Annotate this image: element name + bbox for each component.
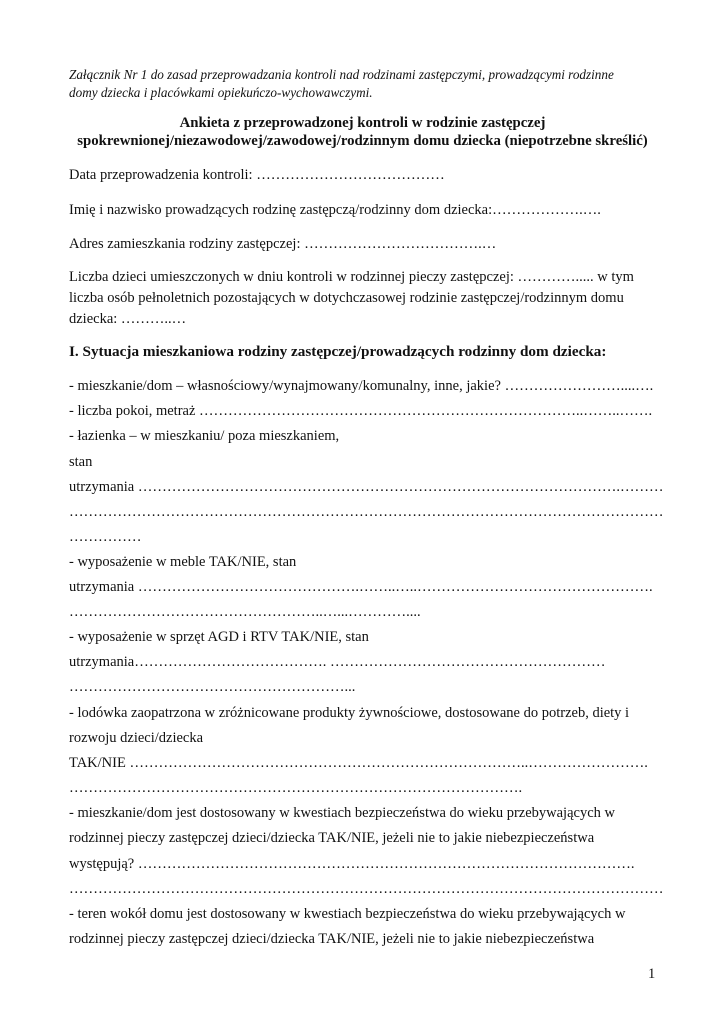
header-note-line-1: Załącznik Nr 1 do zasad przeprowadzania kontroli nad rodzinami zastępczymi, prowadzącymi rodzinne [69, 67, 614, 82]
field-children-line-1: Liczba dzieci umieszczonych w dniu kontroli w rodzinnej pieczy zastępczej: …………..... w tym [69, 269, 634, 285]
section-1-line: - łazienka – w mieszkaniu/ poza mieszkaniem, [69, 428, 340, 444]
section-1-line: - lodówka zaopatrzona w zróżnicowane produkty żywnościowe, dostosowane do potrzeb, diety i [69, 705, 630, 721]
section-1-heading: I. Sytuacja mieszkaniowa rodziny zastępczej/prowadzących rodzinny dom dziecka: [69, 343, 607, 360]
section-1-line: - mieszkanie/dom – własnościowy/wynajmowany/komunalny, inne, jakie? ……………………....…. [69, 378, 654, 394]
section-1-line: rodzinnej pieczy zastępczej dzieci/dziecka TAK/NIE, jeżeli nie to jakie niebezpieczeństwa [69, 830, 595, 846]
header-note-line-2: domy dziecka i placówkami opiekuńczo-wychowawczymi. [69, 85, 373, 100]
section-1-line: …………………………………………………………………………………………………………… [69, 881, 664, 897]
section-1-line: - wyposażenie w meble TAK/NIE, stan [69, 554, 297, 570]
field-children-line-3: dziecka: ………..… [69, 311, 187, 327]
section-1-line: ……………………………………………..…...………….... [69, 604, 421, 620]
section-1-line: - teren wokół domu jest dostosowany w kwestiach bezpieczeństwa do wieku przebywających w [69, 906, 626, 922]
page-number: 1 [648, 966, 656, 982]
section-1-line: rodzinnej pieczy zastępczej dzieci/dziecka TAK/NIE, jeżeli nie to jakie niebezpieczeństwa [69, 931, 595, 947]
section-1-line: utrzymania ……………………………………….……..…..…………………………………………. [69, 579, 653, 595]
title-line-1: Ankieta z przeprowadzonej kontroli w rodzinie zastępczej [179, 115, 546, 131]
section-1-line: …………… [69, 529, 142, 545]
section-1-line: utrzymania…………………………………. ………………………………………………… [69, 654, 606, 670]
section-1-line: - mieszkanie/dom jest dostosowany w kwestiach bezpieczeństwa do wieku przebywających w [69, 805, 615, 821]
field-date: Data przeprowadzenia kontroli: ………………………………… [69, 167, 445, 183]
section-1-line: …………………………………………………... [69, 679, 356, 695]
section-1-line: występują? …………………………………………………………………………………………. [69, 856, 635, 872]
field-address: Adres zamieszkania rodziny zastępczej: ……………………………….… [69, 236, 497, 252]
title-line-2: spokrewnionej/niezawodowej/zawodowej/rodzinnym domu dziecka (niepotrzebne skreślić) [77, 133, 648, 149]
field-children-line-2: liczba osób pełnoletnich pozostających w dotychczasowej rodzinie zastępczej/rodzinnym domu [69, 290, 624, 306]
section-1-line: - liczba pokoi, metraż ……………………………………………………………………..……..……. [69, 403, 653, 419]
field-names: Imię i nazwisko prowadzących rodzinę zastępczą/rodzinny dom dziecka:……………….…. [69, 202, 601, 218]
section-1-line: utrzymania ……………………………………………………………………………………….……… [69, 479, 664, 495]
section-1-line: …………………………………………………………………………………………………………… [69, 504, 664, 520]
section-1-line: TAK/NIE ………………………………………………………………………..……………………. [69, 755, 648, 771]
section-1-line: …………………………………………………………………………………. [69, 780, 523, 796]
section-1-line: rozwoju dzieci/dziecka [69, 730, 204, 746]
section-1-line: stan [69, 454, 93, 470]
section-1-line: - wyposażenie w sprzęt AGD i RTV TAK/NIE, stan [69, 629, 369, 645]
